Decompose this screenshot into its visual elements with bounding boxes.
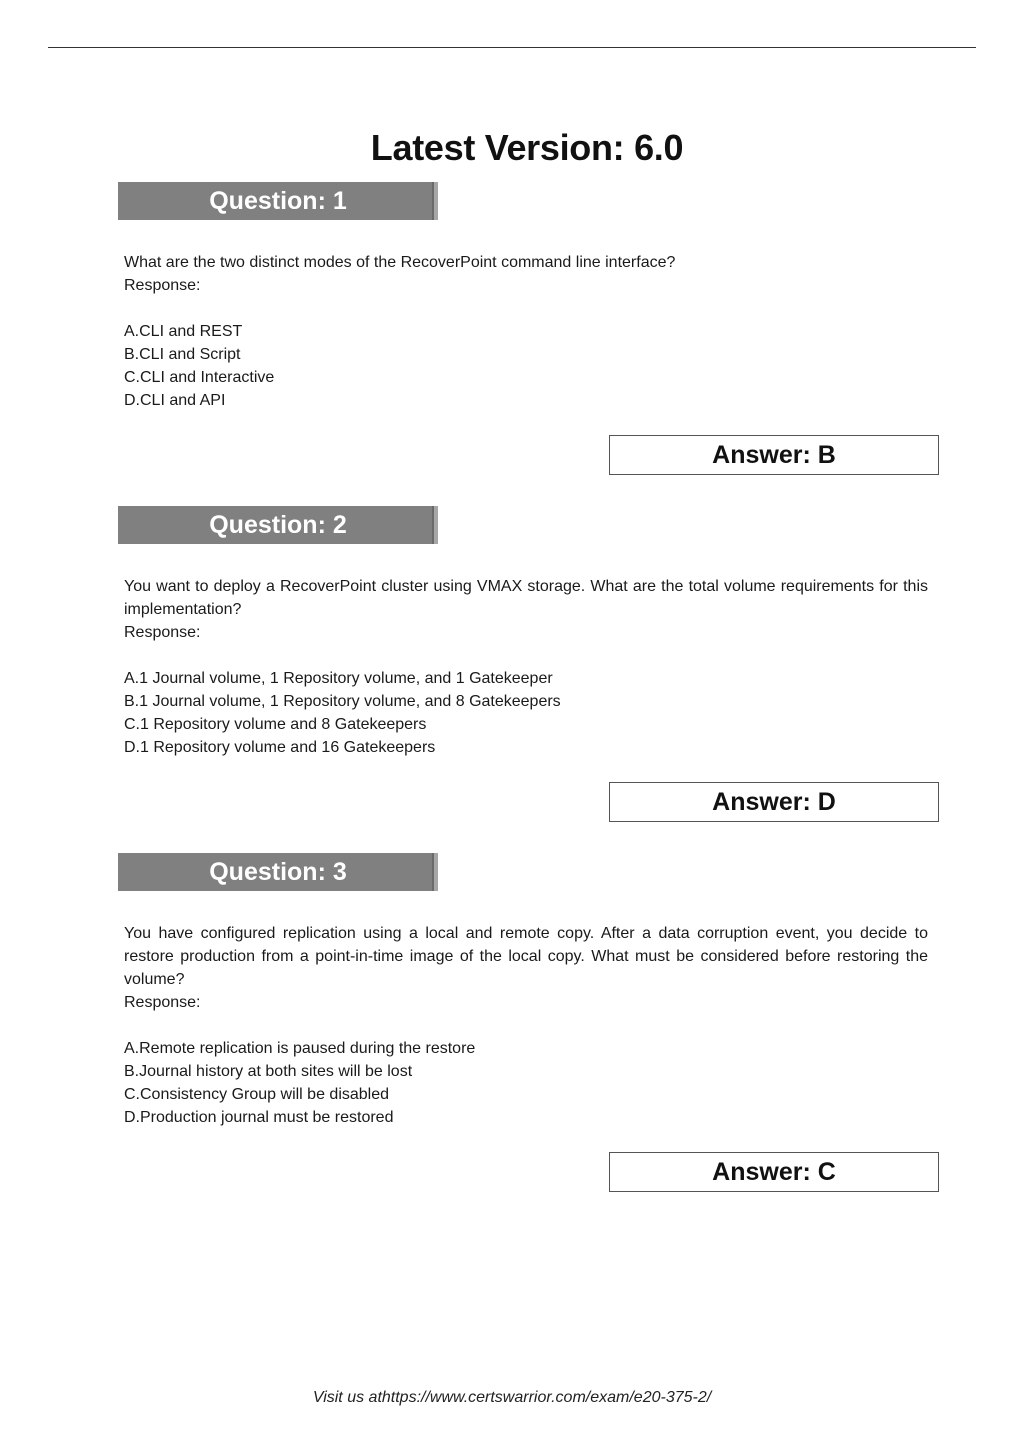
question-2-option-c: C.1 Repository volume and 8 Gatekeepers — [124, 716, 427, 733]
question-2-option-d: D.1 Repository volume and 16 Gatekeepers — [124, 739, 436, 756]
question-3-response-label: Response: — [124, 994, 201, 1011]
page-title: Latest Version: 6.0 — [370, 127, 684, 168]
question-3-option-a: A.Remote replication is paused during the restore — [124, 1040, 476, 1057]
question-2-option-a: A.1 Journal volume, 1 Repository volume, and 1 Gatekeeper — [124, 670, 553, 687]
question-3-answer-box — [609, 1152, 939, 1192]
question-1-text: What are the two distinct modes of the RecoverPoint command line interface? — [124, 254, 676, 271]
question-1-answer: Answer: B — [712, 441, 836, 469]
question-2-header-label: Question: 2 — [209, 511, 347, 539]
question-1-option-d: D.CLI and API — [124, 392, 226, 409]
question-2-text: You want to deploy a RecoverPoint cluster using VMAX storage. What are the total volume requirements for this implementation? — [124, 578, 928, 618]
question-3-body — [124, 922, 928, 1129]
question-3-option-c: C.Consistency Group will be disabled — [124, 1086, 390, 1103]
question-2-option-b: B.1 Journal volume, 1 Repository volume, and 8 Gatekeepers — [124, 693, 561, 710]
question-2-answer-box — [609, 782, 939, 822]
top-divider — [48, 47, 976, 48]
question-3-text: You have configured replication using a local and remote copy. After a data corruption event, you decide to restore production from a point-in-time image of the local copy. What must be considered before restoring the volume? — [124, 925, 928, 988]
question-1-option-a: A.CLI and REST — [124, 323, 243, 340]
question-2-answer: Answer: D — [712, 788, 836, 816]
question-1-answer-box — [609, 435, 939, 475]
question-3-header — [118, 853, 438, 891]
question-2-response-label: Response: — [124, 624, 201, 641]
question-3-answer: Answer: C — [712, 1158, 836, 1186]
question-1-header-label: Question: 1 — [209, 187, 347, 215]
question-1-option-b: B.CLI and Script — [124, 346, 241, 363]
question-3-header-label: Question: 3 — [209, 858, 347, 886]
question-1-body — [124, 251, 928, 412]
question-3-option-d: D.Production journal must be restored — [124, 1109, 394, 1126]
question-1-response-label: Response: — [124, 277, 201, 294]
question-2-header — [118, 506, 438, 544]
footer-link[interactable]: Visit us athttps://www.certswarrior.com/exam/e20-375-2/ — [312, 1389, 712, 1406]
question-1-option-c: C.CLI and Interactive — [124, 369, 275, 386]
question-3-option-b: B.Journal history at both sites will be lost — [124, 1063, 413, 1080]
question-2-body — [124, 575, 928, 759]
question-1-header — [118, 182, 438, 220]
